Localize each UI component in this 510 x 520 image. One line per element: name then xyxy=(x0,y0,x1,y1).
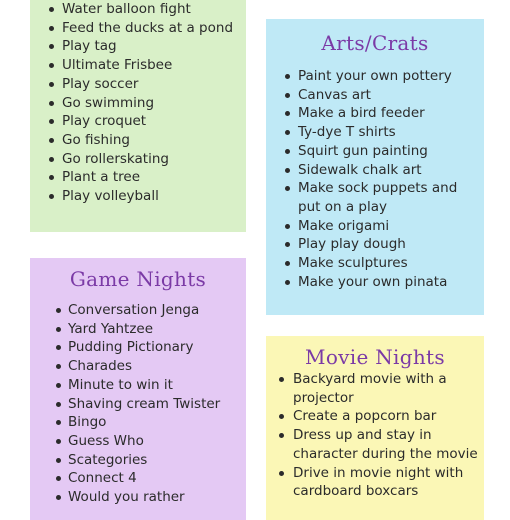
list-item: Sidewalk chalk art xyxy=(266,161,478,180)
list-item: Drive in movie night with cardboard boxcars xyxy=(266,464,478,501)
list-item: Play play dough xyxy=(266,235,478,254)
list-item: Go rollerskating xyxy=(30,150,233,169)
list-item: Would you rather xyxy=(30,488,220,507)
list-item: Feed the ducks at a pond xyxy=(30,19,233,38)
list-item: Ty-dye T shirts xyxy=(266,123,478,142)
list-item: Play soccer xyxy=(30,75,233,94)
list-item: Create a popcorn bar xyxy=(266,407,478,426)
movie-nights-title: Movie Nights xyxy=(305,345,445,369)
list-item: Pudding Pictionary xyxy=(30,338,220,357)
list-item: Go swimming xyxy=(30,94,233,113)
outdoor-activities-card xyxy=(30,0,246,232)
arts-crafts-title: Arts/Crats xyxy=(321,31,429,55)
arts-crafts-card xyxy=(266,19,484,315)
list-item: Backyard movie with a projector xyxy=(266,370,478,407)
list-item: Canvas art xyxy=(266,86,478,105)
game-nights-list xyxy=(30,301,220,507)
list-item: Bingo xyxy=(30,413,220,432)
list-item: Make a bird feeder xyxy=(266,104,478,123)
list-item: Conversation Jenga xyxy=(30,301,220,320)
list-item: Go fishing xyxy=(30,131,233,150)
list-item: Charades xyxy=(30,357,220,376)
list-item: Make origami xyxy=(266,217,478,236)
list-item: Yard Yahtzee xyxy=(30,320,220,339)
list-item: Connect 4 xyxy=(30,469,220,488)
list-item: Play tag xyxy=(30,37,233,56)
list-item: Make sculptures xyxy=(266,254,478,273)
movie-nights-card xyxy=(266,336,484,520)
list-item: Water balloon fight xyxy=(30,0,233,19)
outdoor-activities-list xyxy=(30,0,233,206)
list-item: Play volleyball xyxy=(30,187,233,206)
game-nights-card xyxy=(30,258,246,520)
list-item: Make sock puppets and put on a play xyxy=(266,179,478,216)
list-item: Paint your own pottery xyxy=(266,67,478,86)
list-item: Plant a tree xyxy=(30,168,233,187)
list-item: Shaving cream Twister xyxy=(30,395,220,414)
list-item: Scategories xyxy=(30,451,220,470)
list-item: Minute to win it xyxy=(30,376,220,395)
list-item: Squirt gun painting xyxy=(266,142,478,161)
list-item: Guess Who xyxy=(30,432,220,451)
list-item: Play croquet xyxy=(30,112,233,131)
list-item: Make your own pinata xyxy=(266,273,478,292)
game-nights-title: Game Nights xyxy=(69,267,207,291)
movie-nights-list xyxy=(266,370,478,501)
list-item: Dress up and stay in character during the movie xyxy=(266,426,478,463)
arts-crafts-list xyxy=(266,67,478,291)
list-item: Ultimate Frisbee xyxy=(30,56,233,75)
